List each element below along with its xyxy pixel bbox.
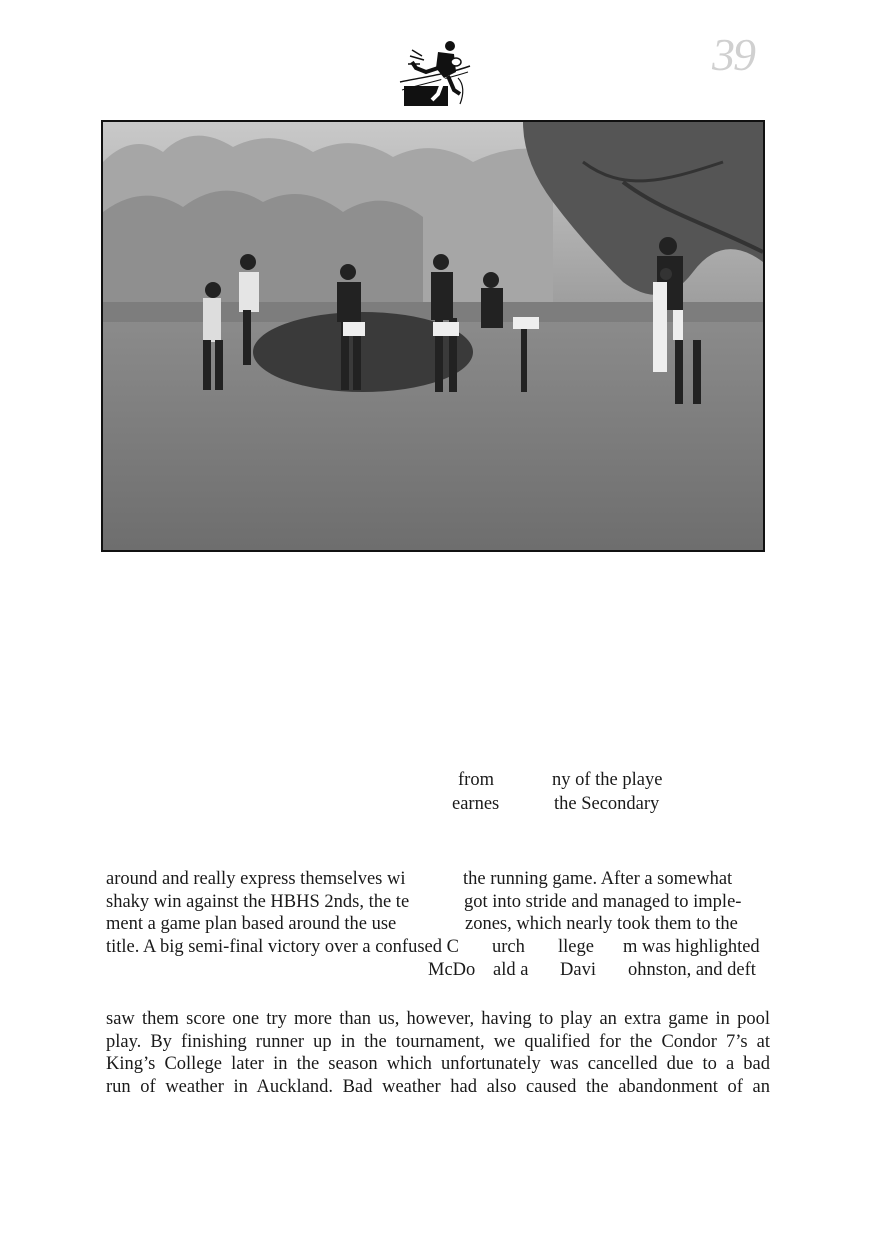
text-fragment: the running game. After a somewhat: [463, 869, 733, 889]
text-fragment: earnes: [452, 794, 500, 814]
text-fragment: ment a game plan based around the use: [106, 914, 397, 934]
text-fragment: from: [458, 770, 494, 790]
text-fragment: McDo: [428, 960, 476, 980]
text-fragment: around and really express themselves wi: [106, 869, 406, 889]
paragraph-line: play. By finishing runner up in the tournament, we qualified for the Condor 7’s at: [106, 1031, 770, 1052]
text-fragment: the Secondary: [554, 794, 660, 814]
text-fragment: llege: [558, 937, 594, 957]
text-fragment: ald a: [493, 960, 529, 980]
text-fragment: urch: [492, 937, 525, 957]
text-fragment: shaky win against the HBHS 2nds, the te: [106, 892, 410, 912]
text-fragment: got into stride and managed to imple-: [464, 892, 742, 912]
paragraph-line: run of weather in Auckland. Bad weather had also caused the abandonment of an: [106, 1077, 770, 1098]
page-number: 39: [712, 29, 754, 80]
text-fragment: ohnston, and deft: [628, 960, 756, 980]
text-fragment: title. A big semi-final victory over a confused C: [106, 937, 459, 957]
body-paragraph: [106, 1008, 770, 1099]
text-fragment: m was highlighted: [623, 937, 760, 957]
text-fragment: ny of the playe: [552, 770, 663, 790]
paragraph-line: saw them score one try more than us, however, having to play an extra game in pool: [106, 1009, 770, 1029]
text-fragment: Davi: [560, 960, 596, 980]
rugby-player-logo-icon: [398, 38, 472, 110]
paragraph-line: King’s College later in the season which unfortunately was cancelled due to a bad: [106, 1054, 770, 1075]
rugby-scrum-photo: [101, 120, 765, 552]
text-fragment: zones, which nearly took them to the: [465, 914, 738, 934]
